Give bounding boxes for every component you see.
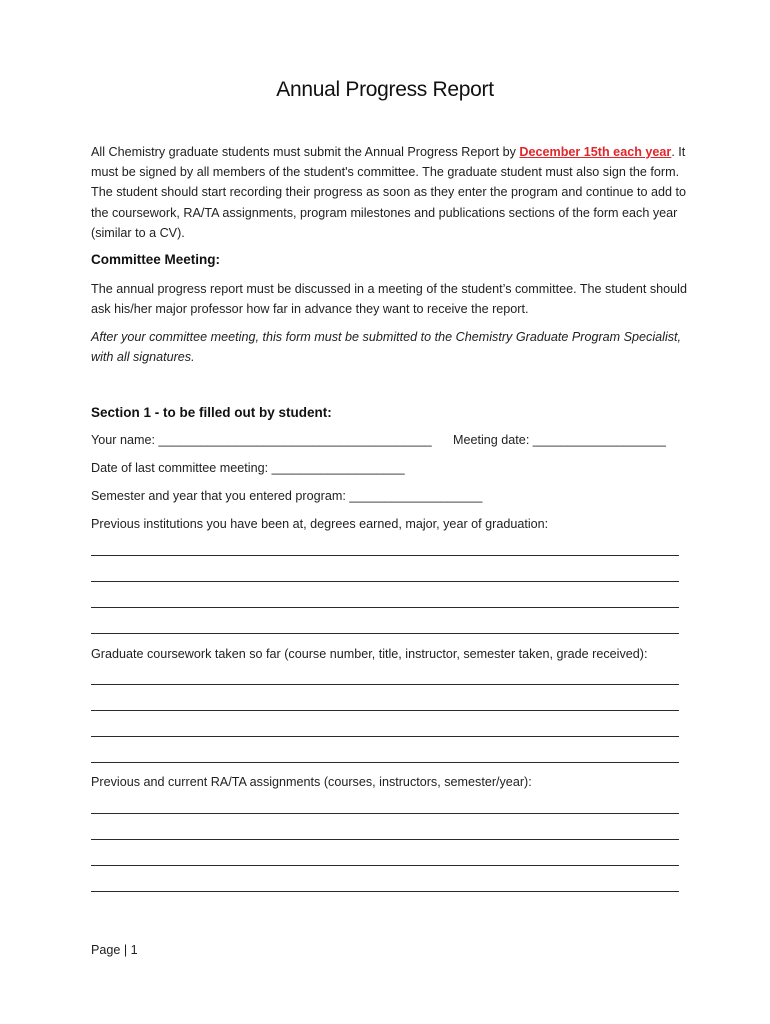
rata-assignments-line[interactable] <box>91 891 679 892</box>
meeting-date-field[interactable]: Meeting date: ___________________ <box>453 433 666 447</box>
page-number: Page | 1 <box>91 943 138 957</box>
intro-paragraph <box>91 142 687 243</box>
previous-institutions-line[interactable] <box>91 633 679 634</box>
intro-text-before: All Chemistry graduate students must submit the Annual Progress Report by <box>91 145 520 159</box>
committee-paragraph: The annual progress report must be discussed in a meeting of the student’s committee. The student should ask his/her major professor how far in advance they want to receive the report. <box>91 282 687 317</box>
committee-note: After your committee meeting, this form must be submitted to the Chemistry Graduate Program Specialist, with all signatures. <box>91 330 682 365</box>
semester-entered-field[interactable]: Semester and year that you entered program: ___________________ <box>91 489 483 503</box>
coursework-line[interactable] <box>91 710 679 711</box>
rata-assignments-line[interactable] <box>91 813 679 814</box>
your-name-field[interactable]: Your name: _______________________________________ <box>91 433 432 447</box>
committee-heading: Committee Meeting: <box>91 252 221 267</box>
coursework-line[interactable] <box>91 684 679 685</box>
rata-assignments-label: Previous and current RA/TA assignments (courses, instructors, semester/year): <box>91 775 532 789</box>
previous-institutions-line[interactable] <box>91 581 679 582</box>
coursework-line[interactable] <box>91 736 679 737</box>
deadline-highlight: December 15th each year <box>519 145 672 159</box>
previous-institutions-line[interactable] <box>91 607 679 608</box>
rata-assignments-line[interactable] <box>91 839 679 840</box>
previous-institutions-label: Previous institutions you have been at, degrees earned, major, year of graduation: <box>91 517 549 531</box>
coursework-label: Graduate coursework taken so far (course number, title, instructor, semester taken, grade received): <box>91 647 648 661</box>
previous-institutions-line[interactable] <box>91 555 679 556</box>
last-meeting-date-field[interactable]: Date of last committee meeting: ___________________ <box>91 461 405 475</box>
coursework-line[interactable] <box>91 762 679 763</box>
intro-text-after: . It must be signed by all members of the student's committee. The graduate student must also sign the form. The student should start recording their progress as soon as they enter the program and continue to add to the coursework, RA/TA assignments, program milestones and publications sections of the form each year (similar to a CV). <box>91 145 687 240</box>
page-title: Annual Progress Report <box>276 78 494 101</box>
rata-assignments-line[interactable] <box>91 865 679 866</box>
section1-heading: Section 1 - to be filled out by student: <box>91 405 332 420</box>
